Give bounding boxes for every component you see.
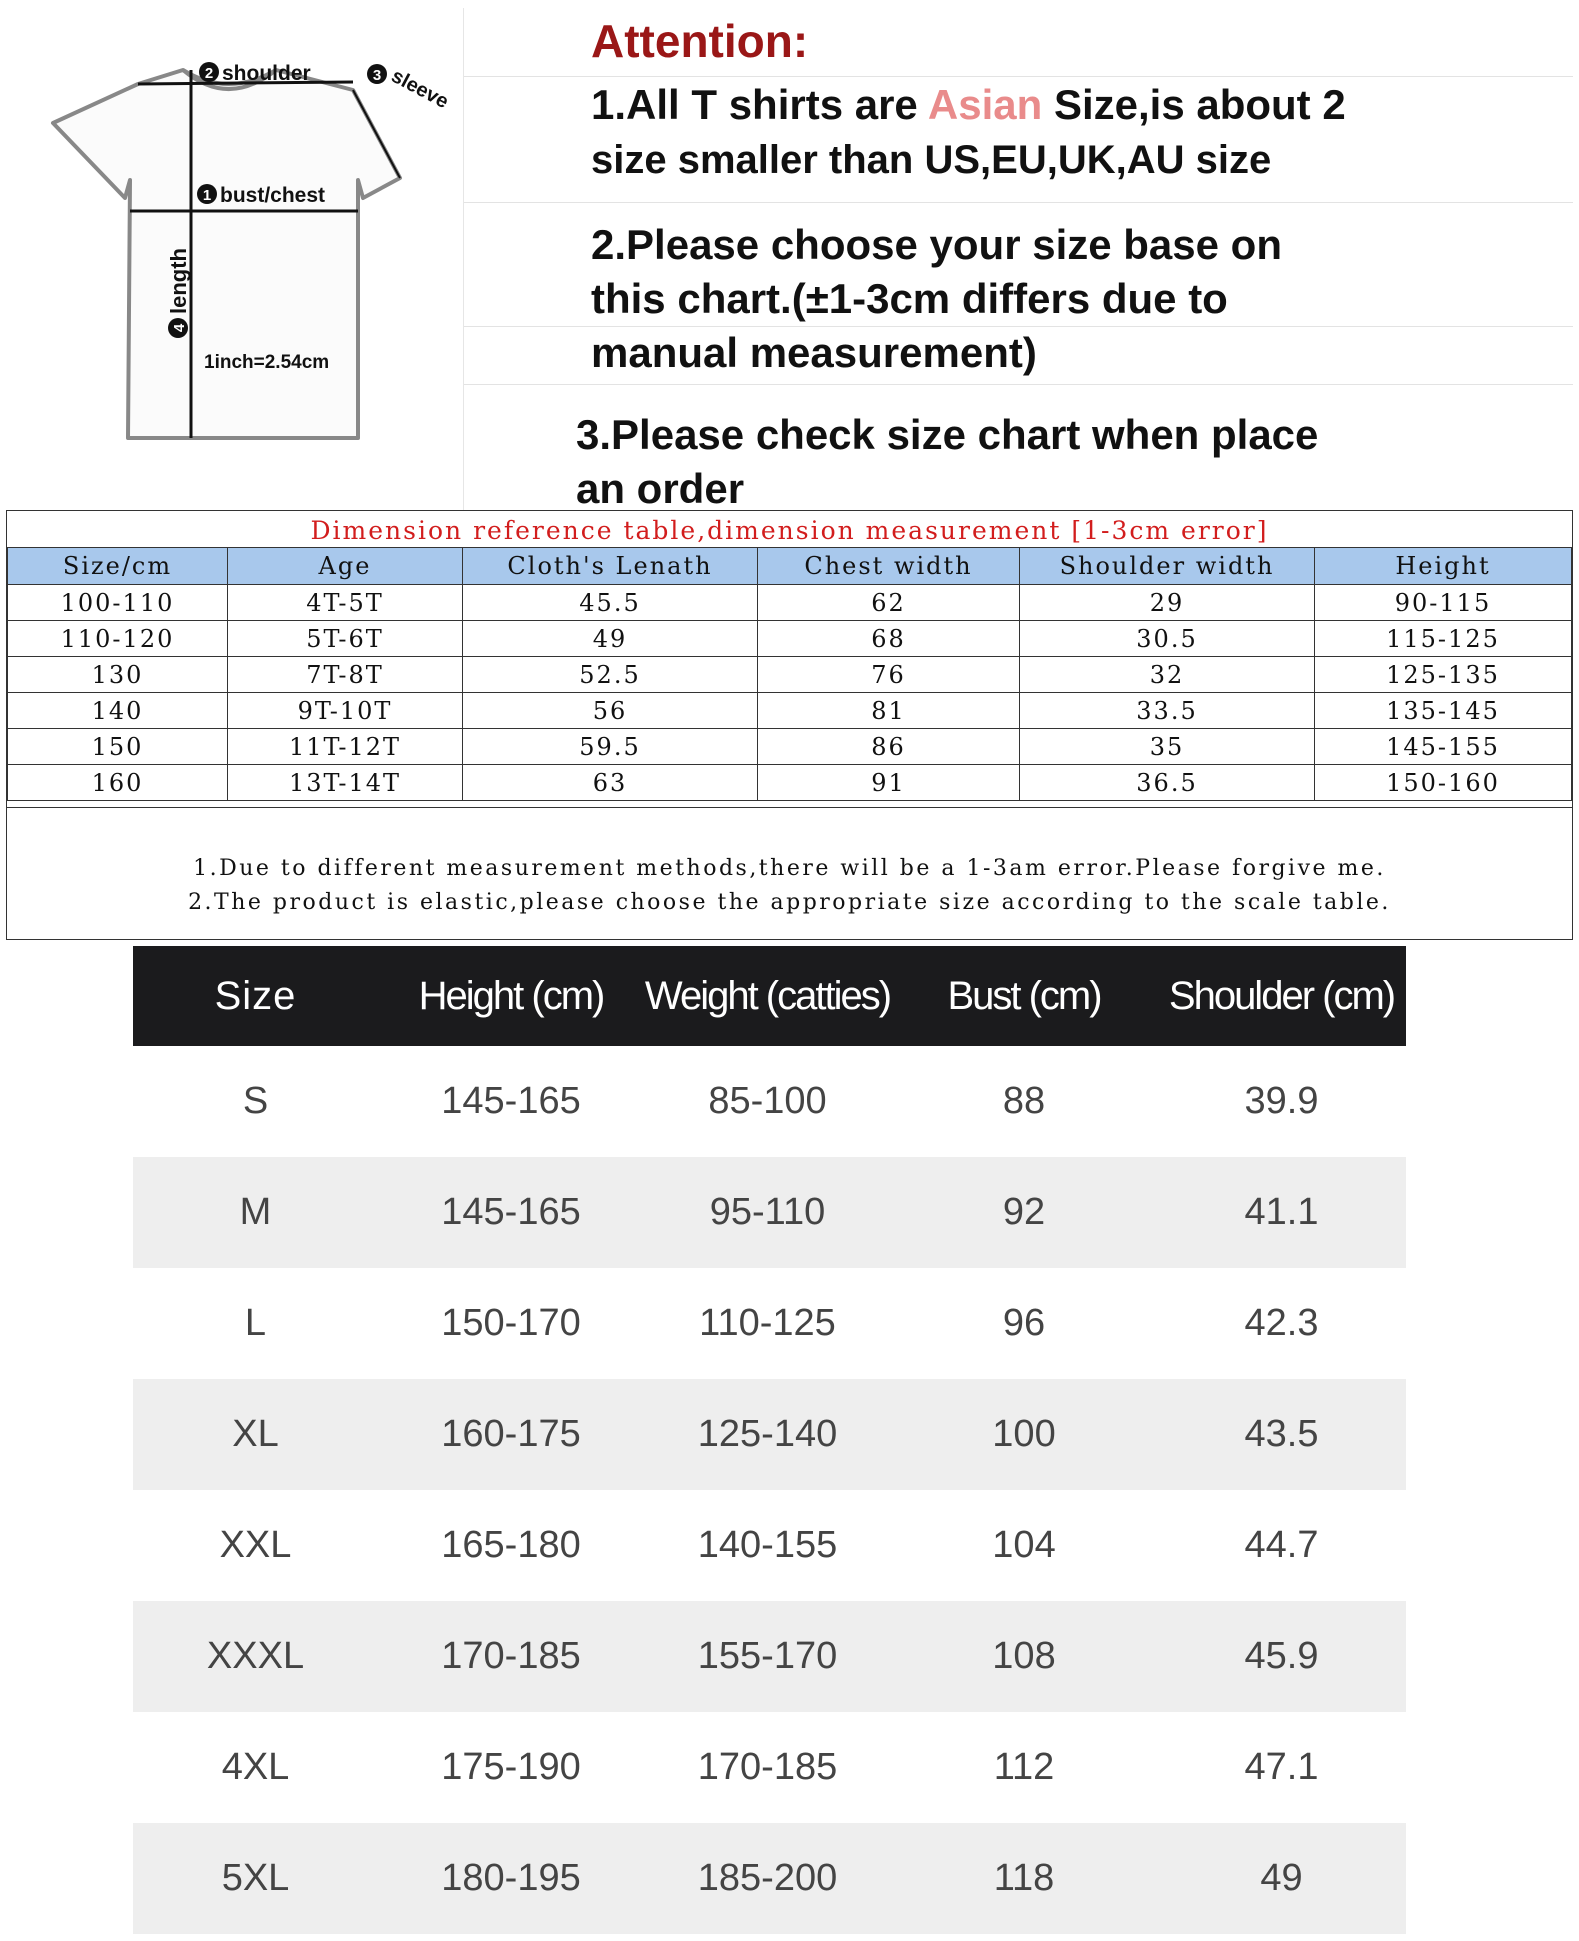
table-cell: 125-135 (1315, 657, 1572, 693)
top-section (8, 8, 1573, 510)
table-cell: 104 (992, 1524, 1056, 1566)
size-cell: S (242, 1080, 269, 1122)
table-cell: 160-175 (441, 1413, 581, 1455)
table-cell: 30.5 (1020, 621, 1315, 657)
table-cell: 140 (8, 693, 228, 729)
header-cloth-length: Cloth's Lenath (463, 548, 758, 585)
table-cell: 13T-14T (228, 765, 463, 801)
svg-text:4: 4 (171, 323, 188, 333)
note-1: 1.All T shirts are Asian Size,is about 2 size smaller than US,EU,UK,AU size (591, 81, 1346, 182)
table-cell: 118 (993, 1857, 1055, 1899)
table-cell: 170-185 (697, 1746, 838, 1788)
table-cell: 76 (758, 657, 1020, 693)
table-row (133, 1157, 1406, 1268)
table-cell: 11T-12T (228, 729, 463, 765)
size-cell: XL (232, 1413, 279, 1455)
table-cell: 96 (1002, 1302, 1046, 1344)
size-cell: L (244, 1302, 267, 1344)
attention-notes (464, 8, 1573, 510)
tshirt-outline (53, 70, 400, 438)
table-cell: 59.5 (463, 729, 758, 765)
attention-title: Attention: (591, 15, 809, 67)
table-cell: 180-195 (441, 1857, 581, 1899)
table-cell: 150 (8, 729, 228, 765)
table-row (8, 765, 1572, 801)
table-cell: 49 (463, 621, 758, 657)
table-cell: 4T-5T (228, 585, 463, 621)
size-cell: 4XL (221, 1746, 290, 1788)
size-cell: XXL (219, 1524, 292, 1566)
tshirt-diagram-illustration (8, 8, 463, 468)
table-cell: 95-110 (709, 1191, 826, 1233)
table-cell: 145-155 (1315, 729, 1572, 765)
note-2: 2.Please choose your size base on this chart.(±1-3cm differs due to manual measurement) (591, 221, 1282, 376)
table-cell: 47.1 (1244, 1746, 1319, 1788)
size-chart-header (133, 946, 1406, 1046)
table-cell: 91 (758, 765, 1020, 801)
table-cell: 56 (463, 693, 758, 729)
table-cell: 145-165 (441, 1191, 581, 1233)
table-cell: 100 (992, 1413, 1056, 1455)
table-cell: 52.5 (463, 657, 758, 693)
table-cell: 88 (1002, 1080, 1046, 1122)
dimension-table-notes (7, 807, 1572, 939)
header-size: Size (214, 973, 297, 1018)
size-cell: 5XL (221, 1857, 290, 1899)
table-row (133, 1601, 1406, 1712)
table-cell: 115-125 (1315, 621, 1572, 657)
header-bust: Bust (cm) (947, 973, 1101, 1018)
dimension-table (7, 547, 1572, 801)
table-cell: 85-100 (708, 1080, 827, 1122)
adult-size-chart (133, 946, 1406, 1934)
header-age: Age (228, 548, 463, 585)
table-row (8, 657, 1572, 693)
table-cell: 86 (758, 729, 1020, 765)
table-cell: 110-120 (8, 621, 228, 657)
table-cell: 81 (758, 693, 1020, 729)
table-cell: 112 (993, 1746, 1055, 1788)
table-cell: 108 (992, 1635, 1056, 1677)
table-cell: 140-155 (697, 1524, 838, 1566)
table-cell: 9T-10T (228, 693, 463, 729)
table-cell: 130 (8, 657, 228, 693)
table-cell: 92 (1002, 1191, 1046, 1233)
table-cell: 125-140 (697, 1413, 838, 1455)
table-cell: 42.3 (1244, 1302, 1319, 1344)
svg-text:1: 1 (202, 187, 212, 204)
table-cell: 35 (1020, 729, 1315, 765)
table-cell: 36.5 (1020, 765, 1315, 801)
table-row (133, 1490, 1406, 1601)
table-cell: 175-190 (441, 1746, 581, 1788)
svg-text:3: 3 (372, 67, 382, 84)
table-cell: 39.9 (1244, 1080, 1319, 1122)
inch-conversion-label: 1inch=2.54cm (204, 352, 330, 373)
table-cell: 170-185 (441, 1635, 581, 1677)
table-row (8, 621, 1572, 657)
table-cell: 32 (1020, 657, 1315, 693)
shoulder-label: shoulder (222, 62, 311, 85)
header-height: Height (cm) (418, 973, 604, 1018)
table-cell: 135-145 (1315, 693, 1572, 729)
dimension-note-1: 1.Due to different measurement methods,there will be a 1-3am error.Please forgive me. (193, 856, 1386, 881)
dimension-table-title: Dimension reference table,dimension measurement [1-3cm error] (7, 511, 1572, 548)
table-cell: 43.5 (1244, 1413, 1319, 1455)
tshirt-measurement-diagram (8, 8, 464, 510)
table-cell: 68 (758, 621, 1020, 657)
table-cell: 150-170 (441, 1302, 581, 1344)
table-cell: 110-125 (699, 1302, 836, 1344)
table-cell: 44.7 (1244, 1524, 1319, 1566)
table-row (133, 1268, 1406, 1379)
table-cell: 150-160 (1315, 765, 1572, 801)
table-cell: 45.9 (1244, 1635, 1319, 1677)
table-cell: 160 (8, 765, 228, 801)
header-shoulder: Shoulder (cm) (1168, 973, 1395, 1018)
size-cell: XXXL (206, 1635, 305, 1677)
header-weight: Weight (catties) (644, 973, 891, 1018)
table-cell: 5T-6T (228, 621, 463, 657)
table-row (133, 1379, 1406, 1490)
table-cell: 145-165 (441, 1080, 581, 1122)
table-cell: 90-115 (1315, 585, 1572, 621)
table-cell: 155-170 (697, 1635, 838, 1677)
dimension-reference-table (6, 510, 1573, 940)
table-cell: 41.1 (1244, 1191, 1319, 1233)
header-shoulder-width: Shoulder width (1020, 548, 1315, 585)
table-cell: 33.5 (1020, 693, 1315, 729)
dimension-note-2: 2.The product is elastic,please choose the appropriate size according to the scale table. (188, 890, 1391, 915)
table-row (133, 1046, 1406, 1157)
dimension-table-header-row (8, 548, 1572, 585)
table-cell: 63 (463, 765, 758, 801)
note-3: 3.Please check size chart when place an order (576, 411, 1319, 512)
table-cell: 45.5 (463, 585, 758, 621)
table-row (8, 729, 1572, 765)
table-cell: 49 (1260, 1857, 1303, 1899)
table-row (8, 693, 1572, 729)
table-cell: 29 (1020, 585, 1315, 621)
table-row (133, 1823, 1406, 1934)
header-height: Height (1315, 548, 1572, 585)
sleeve-label: sleeve (387, 64, 452, 114)
asian-highlight: Asian (927, 81, 1043, 128)
length-label: length (166, 248, 191, 314)
table-cell: 7T-8T (228, 657, 463, 693)
header-chest-width: Chest width (758, 548, 1020, 585)
bust-label: bust/chest (220, 184, 326, 207)
table-cell: 185-200 (697, 1857, 838, 1899)
table-cell: 62 (758, 585, 1020, 621)
size-cell: M (239, 1191, 272, 1233)
svg-text:2: 2 (204, 65, 214, 82)
header-size-cm: Size/cm (8, 548, 228, 585)
table-cell: 165-180 (441, 1524, 581, 1566)
table-row (8, 585, 1572, 621)
table-row (133, 1712, 1406, 1823)
table-cell: 100-110 (8, 585, 228, 621)
